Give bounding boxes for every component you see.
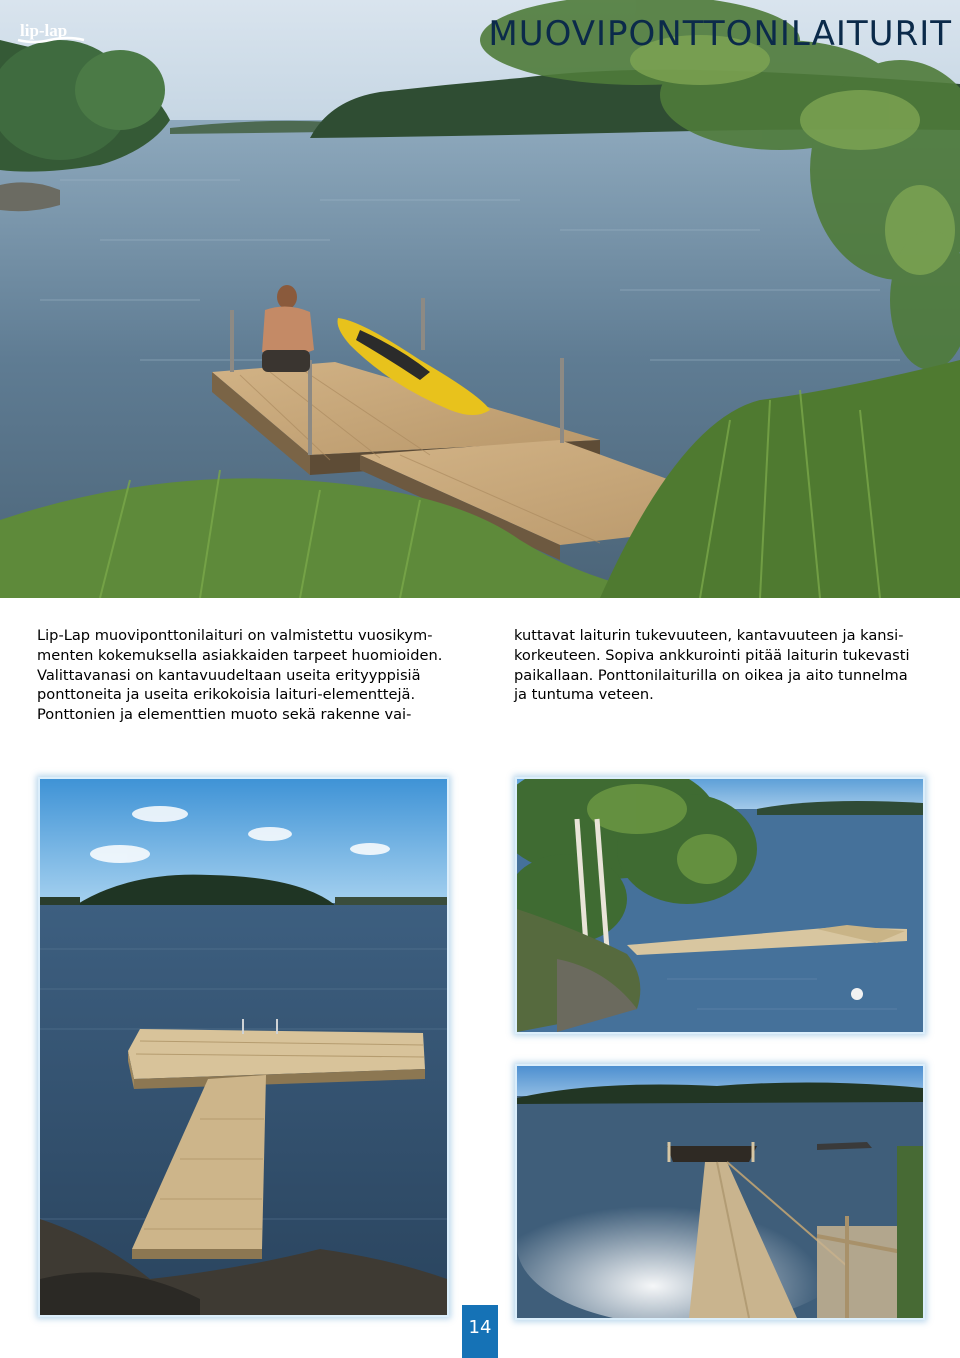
body-text-line: Ponttonien ja elementtien muoto sekä rakenne vai- — [37, 706, 412, 724]
body-text-line: ponttoneita ja useita erikokoisia laituri-elementtejä. — [37, 686, 416, 704]
body-text-line: Lip-Lap muoviponttonilaituri on valmistettu vuosikym- — [37, 627, 433, 644]
body-text-left-column — [37, 626, 457, 725]
hero-photo-illustration — [0, 0, 960, 598]
body-text-line: korkeuteen. Sopiva ankkurointi pitää laiturin tukevasti — [514, 646, 910, 664]
lip-lap-logo — [14, 14, 88, 50]
photo-footbridge-sunny-water — [515, 1064, 925, 1320]
body-text-right-column — [514, 626, 934, 705]
photo-shore-illustration — [517, 779, 923, 1032]
photo-bridge-illustration — [517, 1066, 923, 1318]
page-title: MUOVIPONTTONILAITURIT — [488, 14, 952, 54]
photo-t-dock-illustration — [40, 779, 447, 1315]
page-number: 14 — [462, 1305, 498, 1358]
body-text-line: ja tuntuma veteen. — [514, 686, 654, 704]
lip-lap-logo-mark — [14, 14, 88, 50]
svg-text:lip-lap: lip-lap — [20, 21, 68, 40]
photo-shore-dock-with-birch — [515, 777, 925, 1034]
photo-t-shaped-dock — [38, 777, 449, 1317]
body-text-line: paikallaan. Ponttonilaiturilla on oikea ja aito tunnelma — [514, 666, 908, 684]
body-text-line: menten kokemuksella asiakkaiden tarpeet huomioiden. — [37, 646, 443, 664]
body-text-line: kuttavat laiturin tukevuuteen, kantavuuteen ja kansi- — [514, 627, 904, 644]
hero-photo-dock-with-kayak — [0, 0, 960, 598]
body-text-line: Valittavanasi on kantavuudeltaan useita erityyppisiä — [37, 666, 421, 684]
